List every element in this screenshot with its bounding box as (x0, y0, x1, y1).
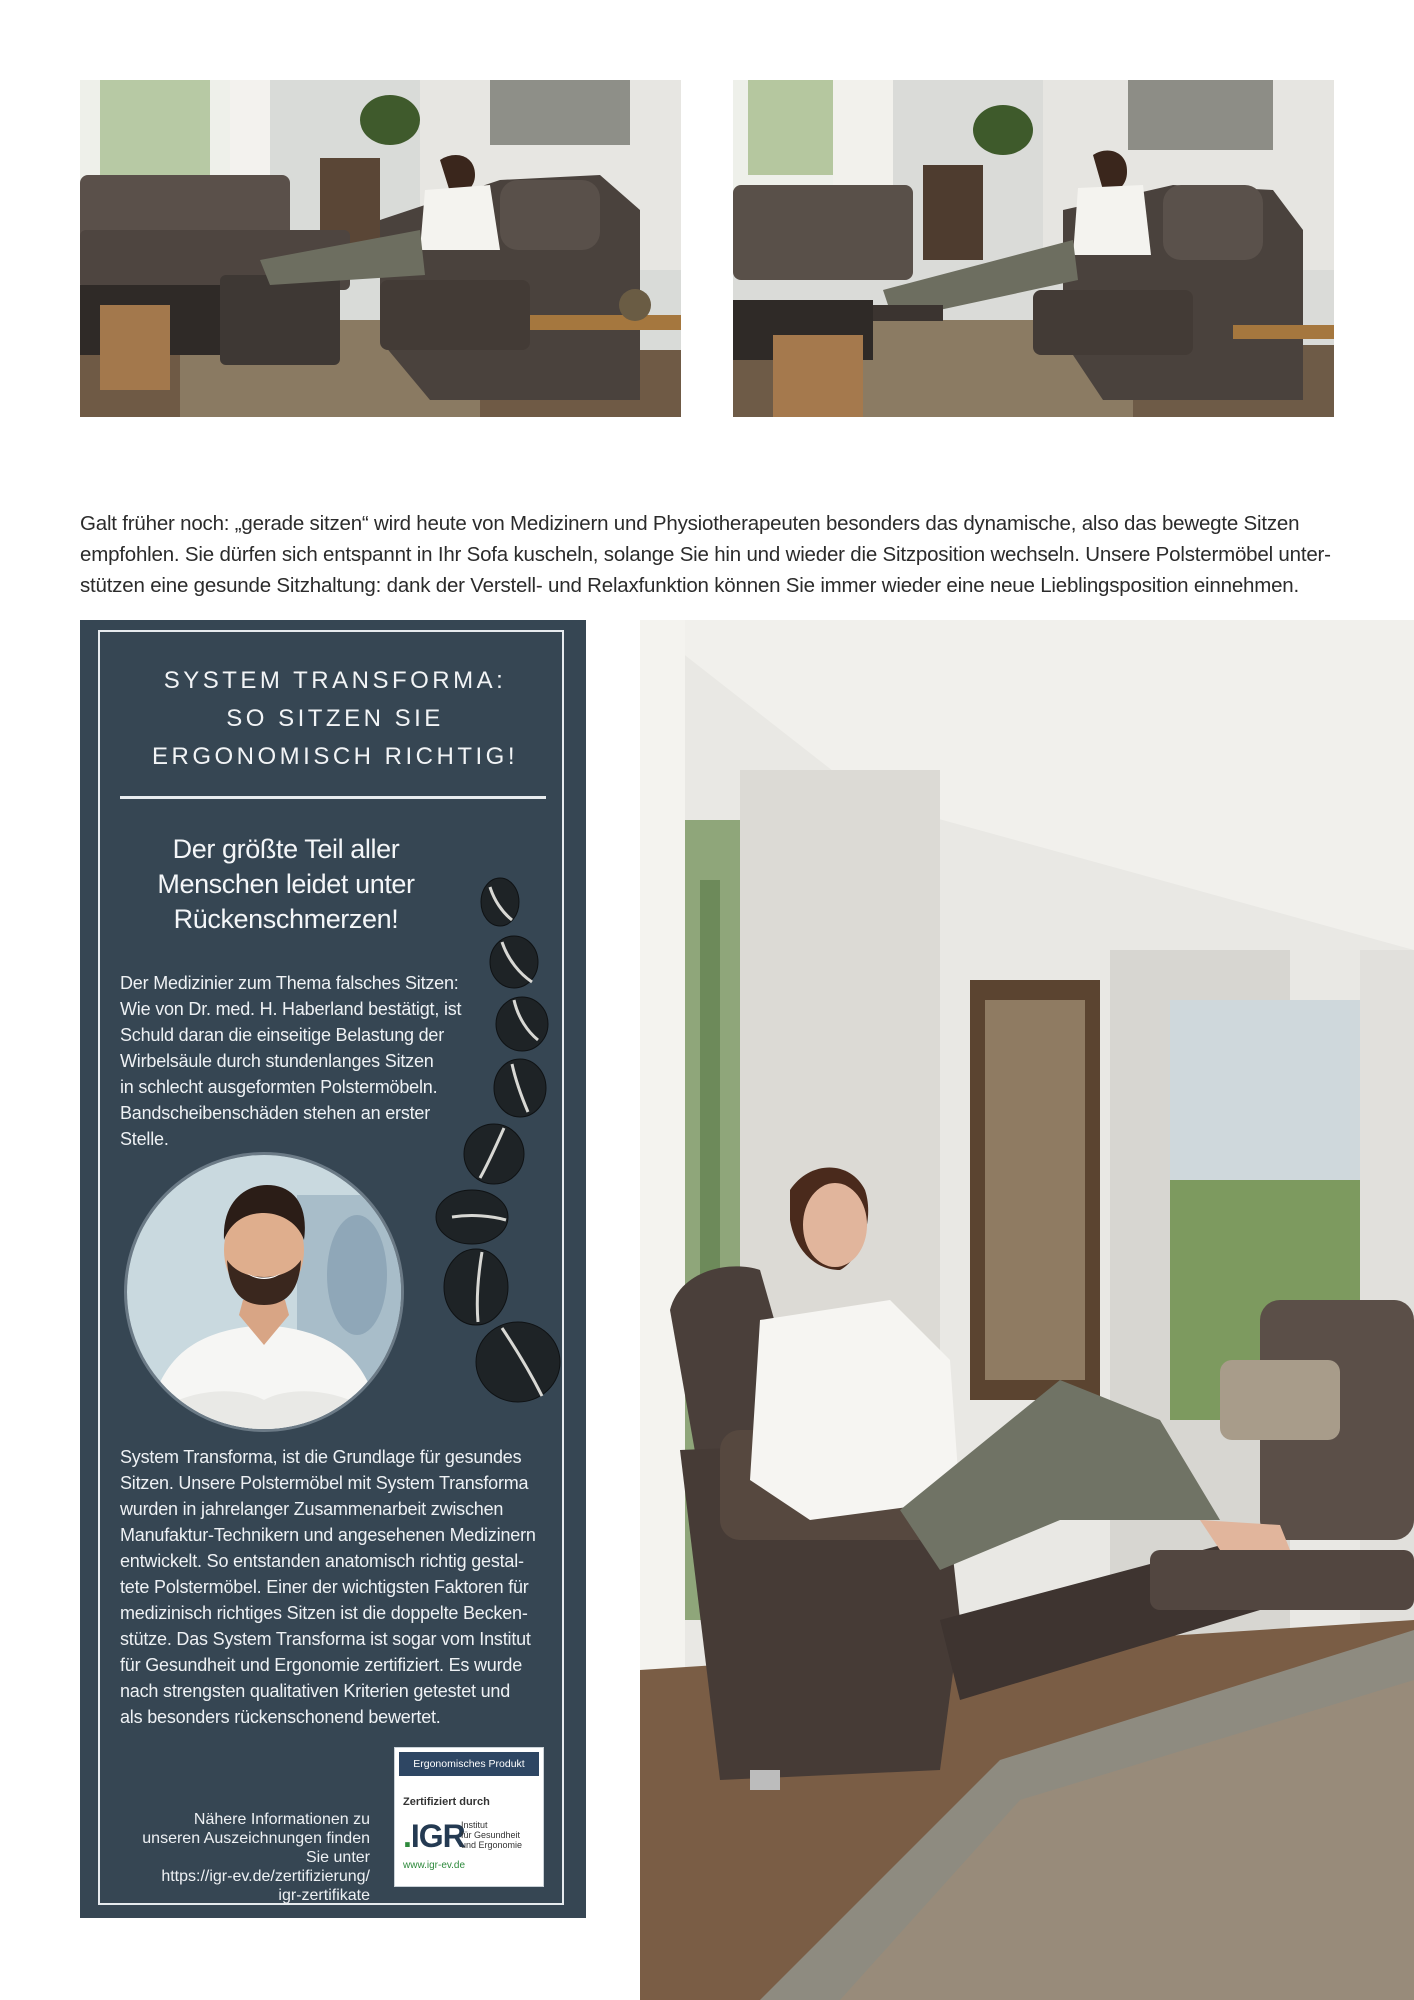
info-line: unseren Auszeichnungen finden (142, 1830, 370, 1847)
institute-line: und Ergonomie (461, 1840, 523, 1850)
seal-header: Ergonomisches Produkt (399, 1752, 539, 1776)
igr-certification-seal (394, 1747, 544, 1887)
panel-body-medical (120, 970, 461, 1152)
body-line: nach strengsten qualitativen Kriterien getestet und (120, 1681, 511, 1701)
igr-logo-dot: . (403, 1818, 411, 1854)
photo-sofa-relax-left (80, 80, 681, 417)
spine-stones-illustration (432, 872, 562, 1432)
panel-title-line: ERGONOMISCH RICHTIG! (151, 743, 518, 770)
panel-headline-line: Der größte Teil aller (172, 834, 400, 864)
panel-title (100, 662, 570, 776)
body-line: Wie von Dr. med. H. Haberland bestätigt, ist (120, 999, 462, 1019)
seal-institute-name (461, 1820, 522, 1850)
intro-line: empfohlen. Sie dürfen sich entspannt in Ihr Sofa kuscheln, solange Sie hin und wieder die Sitzposition wechseln. Unsere Polstermöbel unter- (80, 543, 1331, 566)
igr-logo (403, 1818, 465, 1855)
intro-line: stützen eine gesunde Sitzhaltung: dank der Verstell- und Relaxfunktion können Sie immer wieder eine neue Lieblingsposition einnehmen. (80, 574, 1299, 597)
body-line: Stelle. (120, 1129, 169, 1149)
certification-info-note (134, 1810, 370, 1905)
info-line: Nähere Informationen zu (193, 1811, 370, 1828)
body-line: Manufaktur-Technikern und angesehenen Medizinern (120, 1525, 536, 1545)
body-line: Bandscheibenschäden stehen an erster (120, 1103, 431, 1123)
body-line: für Gesundheit und Ergonomie zertifiziert. Es wurde (120, 1655, 522, 1675)
body-line: entwickelt. So entstanden anatomisch richtig gestal- (120, 1551, 524, 1571)
info-link[interactable]: https://igr-ev.de/zertifizierung/ (161, 1868, 370, 1885)
panel-headline-line: Menschen leidet unter (157, 869, 415, 899)
panel-title-line: SO SITZEN SIE (226, 705, 444, 732)
photo-recliner-main (640, 620, 1414, 2000)
doctor-portrait (124, 1152, 404, 1432)
panel-frame (98, 630, 564, 1905)
panel-body-transforma (120, 1444, 536, 1730)
panel-divider (120, 796, 546, 799)
body-line: Sitzen. Unsere Polstermöbel mit System Transforma (120, 1473, 529, 1493)
panel-headline (136, 832, 436, 937)
panel-headline-line: Rückenschmerzen! (173, 904, 399, 934)
intro-paragraph (80, 508, 1336, 601)
photo-sofa-relax-right (733, 80, 1334, 417)
seal-url: www.igr-ev.de (403, 1860, 466, 1871)
body-line: wurden in jahrelanger Zusammenarbeit zwischen (120, 1499, 504, 1519)
body-line: medizinisch richtiges Sitzen ist die doppelte Becken- (120, 1603, 528, 1623)
igr-logo-text: IGR (410, 1818, 465, 1854)
body-line: stütze. Das System Transforma ist sogar vom Institut (120, 1629, 531, 1649)
body-line: als besonders rückenschonend bewertet. (120, 1707, 441, 1727)
info-link[interactable]: igr-zertifikate (278, 1887, 370, 1904)
system-transforma-panel (80, 620, 586, 1918)
institute-line: für Gesundheit (461, 1830, 521, 1840)
body-line: System Transforma, ist die Grundlage für gesundes (120, 1447, 522, 1467)
intro-line: Galt früher noch: „gerade sitzen“ wird heute von Medizinern und Physiotherapeuten besonders das dynamische, also das bewegte Sitzen (80, 512, 1300, 535)
seal-certified-by: Zertifiziert durch (403, 1796, 490, 1808)
panel-title-line: SYSTEM TRANSFORMA: (163, 667, 507, 694)
body-line: tete Polstermöbel. Einer der wichtigsten Faktoren für (120, 1577, 529, 1597)
body-line: Der Medizinier zum Thema falsches Sitzen: (120, 973, 459, 993)
body-line: in schlecht ausgeformten Polstermöbeln. (120, 1077, 438, 1097)
body-line: Wirbelsäule durch stundenlanges Sitzen (120, 1051, 434, 1071)
body-line: Schuld daran die einseitige Belastung der (120, 1025, 445, 1045)
info-line: Sie unter (305, 1849, 370, 1866)
institute-line: Institut (461, 1820, 488, 1830)
